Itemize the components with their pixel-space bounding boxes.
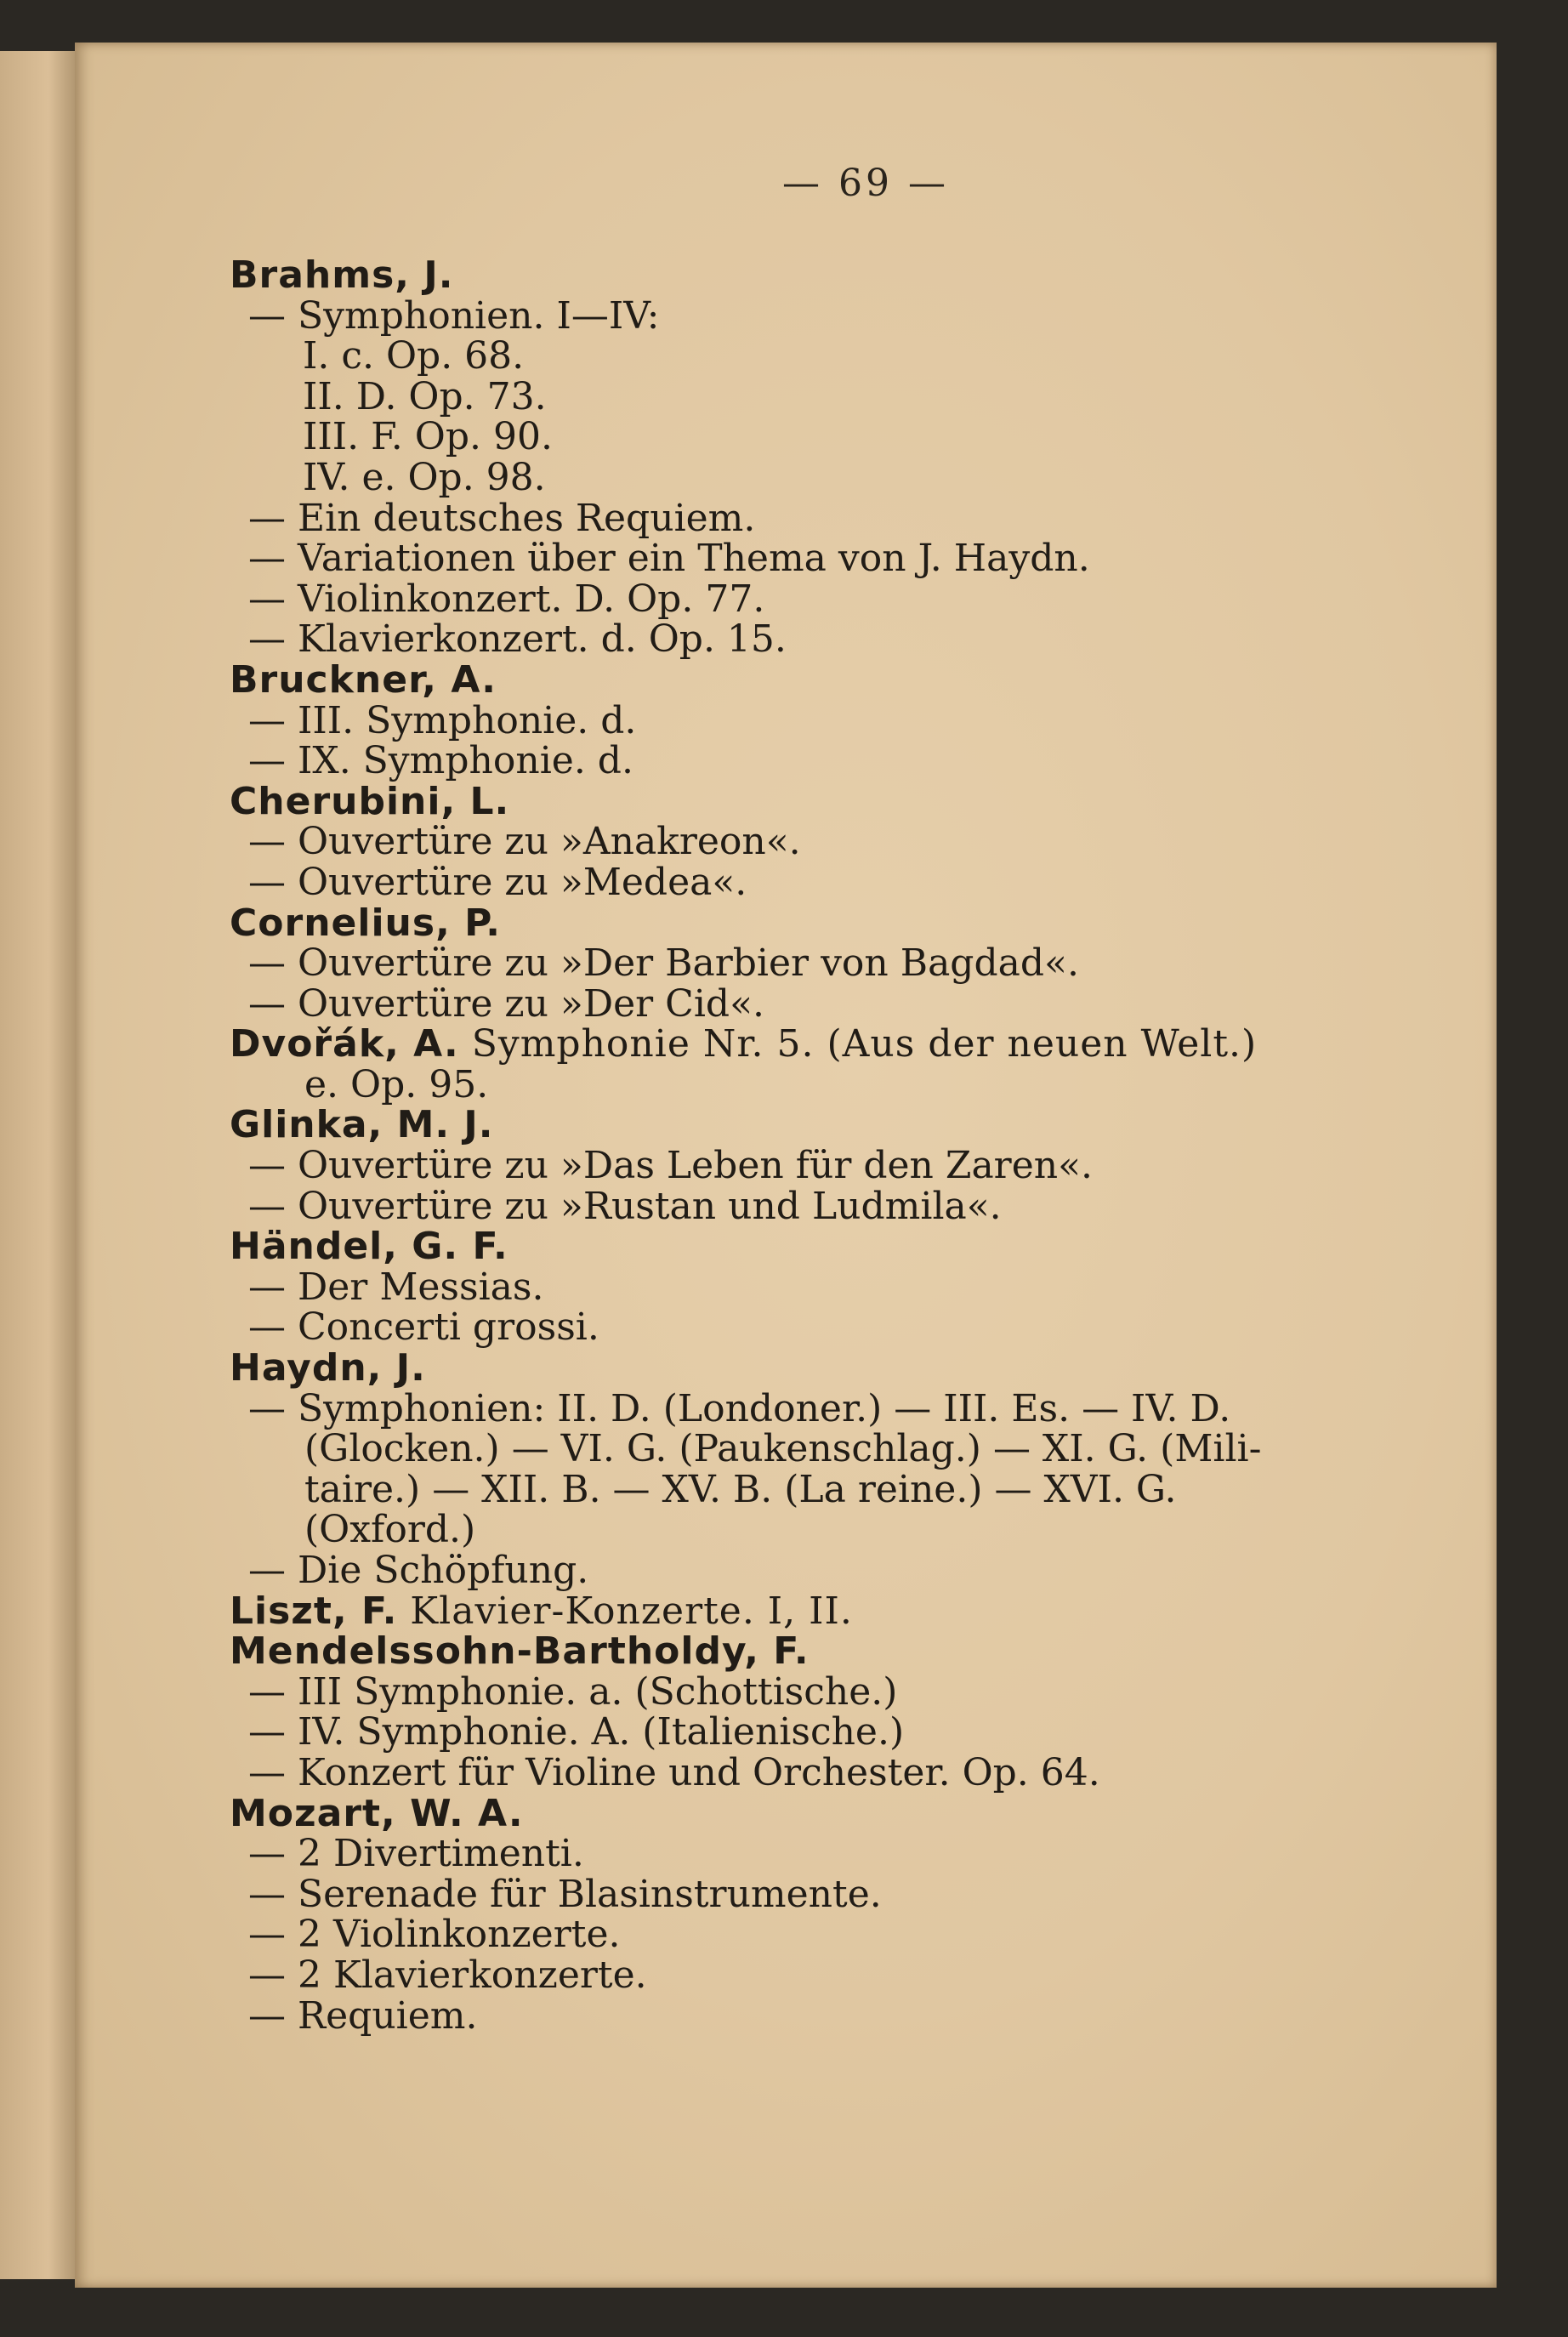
work-subitem: IV. e. Op. 98. [303,455,546,499]
work-item: — Serenade für Blasinstrumente. [248,1872,882,1916]
composer-heading: Glinka, M. J. [230,1103,494,1147]
work-item: — Ouvertüre zu »Rustan und Ludmila«. [248,1184,1002,1228]
work-subitem: I. c. Op. 68. [303,334,525,378]
composer-heading: Mendelssohn-Bartholdy, F. [230,1629,810,1674]
work-subitem: III. F. Op. 90. [303,415,553,459]
work-item: — Ouvertüre zu »Der Barbier von Bagdad«. [248,941,1079,986]
composer-heading: Cornelius, P. [230,901,501,945]
work-item: — Konzert für Violine und Orchester. Op. 64. [248,1750,1100,1794]
work-item: — 2 Violinkonzerte. [248,1913,621,1957]
work-item: — Der Messias. [248,1265,544,1309]
work-item: — Ouvertüre zu »Der Cid«. [248,981,764,1026]
work-item: — IV. Symphonie. A. (Italienische.) [248,1710,905,1754]
composer-entry [230,1591,1437,1632]
work-item: — Requiem. [248,1993,478,2038]
work-continuation: (Glocken.) — VI. G. (Paukenschlag.) — XI. G. (Mili- [304,1427,1262,1471]
work-item: — Symphonien. I—IV: [248,293,660,338]
composer-heading: Händel, G. F. [230,1225,508,1269]
composer-heading: Bruckner, A. [230,657,497,702]
work-item: — Ouvertüre zu »Das Leben für den Zaren«. [248,1144,1093,1188]
work-item: — 2 Klavierkonzerte. [248,1953,647,1997]
work-subitem: II. D. Op. 73. [303,374,547,418]
left-page-edge [0,51,81,2279]
composer-entry [230,1024,1437,1065]
work-item: — Ouvertüre zu »Anakreon«. [248,820,801,864]
work-item: — 2 Divertimenti. [248,1832,584,1876]
composer-name: Liszt, F. [230,1589,398,1633]
composer-heading: Mozart, W. A. [230,1791,524,1835]
work-item: — Ein deutsches Requiem. [248,496,756,540]
composer-heading: Cherubini, L. [230,779,510,823]
work-item: — Ouvertüre zu »Medea«. [248,860,747,904]
composer-name: Dvořák, A. [230,1022,459,1066]
work-title: Klavier-Konzerte. I, II. [397,1589,853,1633]
page-number: — 69 — [782,162,949,205]
work-continuation: e. Op. 95. [304,1062,489,1106]
work-continuation: taire.) — XII. B. — XV. B. (La reine.) — XVI. G. [304,1467,1177,1511]
work-item: — Klavierkonzert. d. Op. 15. [248,617,787,662]
composer-heading: Haydn, J. [230,1346,426,1390]
work-item: — Concerti grossi. [248,1305,599,1350]
work-item: — Die Schöpfung. [248,1549,589,1592]
work-item: — III. Symphonie. d. [248,698,637,742]
work-continuation: (Oxford.) [304,1508,476,1552]
work-item: — III Symphonie. a. (Schottische.) [248,1669,898,1714]
work-item: — IX. Symphonie. d. [248,739,633,783]
composer-heading: Brahms, J. [230,253,454,297]
work-item: — Symphonien: II. D. (Londoner.) — III. Es. — IV. D. [248,1386,1231,1430]
work-item: — Variationen über ein Thema von J. Haydn. [248,537,1090,581]
work-item: — Violinkonzert. D. Op. 77. [248,577,765,621]
work-title: Symphonie Nr. 5. (Aus der neuen Welt.) [458,1022,1258,1066]
repertoire-list [230,255,1437,2036]
